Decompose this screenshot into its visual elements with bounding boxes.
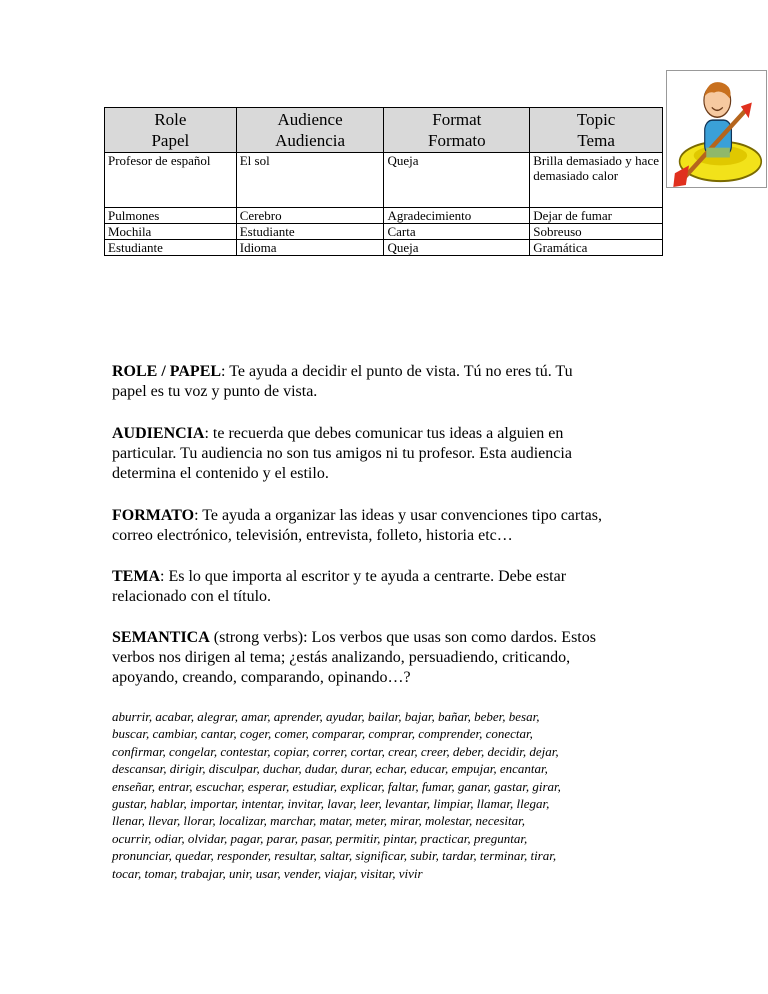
paragraph-tema	[112, 567, 566, 607]
cell: Gramática	[530, 240, 663, 256]
cell: Pulmones	[105, 208, 237, 224]
header-en: Format	[432, 110, 482, 129]
verb-line: pronunciar, quedar, responder, resultar, saltar, significar, subir, tardar, terminar, tirar,	[112, 848, 557, 864]
text: : Te ayuda a organizar las ideas y usar convenciones tipo cartas,	[194, 507, 602, 524]
cell: Carta	[384, 224, 530, 240]
table-row	[105, 208, 663, 224]
cell: Cerebro	[236, 208, 384, 224]
table-row	[105, 224, 663, 240]
table-row	[105, 240, 663, 256]
cell: Sobreuso	[530, 224, 663, 240]
term: SEMANTICA	[112, 629, 210, 646]
cell: Dejar de fumar	[530, 208, 663, 224]
text: correo electrónico, televisión, entrevista, folleto, historia etc…	[112, 527, 513, 544]
verb-line: buscar, cambiar, cantar, coger, comer, comparar, comprar, comprender, conectar,	[112, 726, 533, 742]
cell: Mochila	[105, 224, 237, 240]
text: papel es tu voz y punto de vista.	[112, 383, 318, 400]
header-topic	[530, 108, 663, 153]
boy-in-raft-clipart	[666, 70, 767, 188]
verb-line: gustar, hablar, importar, intentar, invitar, lavar, leer, levantar, limpiar, llamar, llegar,	[112, 796, 550, 812]
header-format	[384, 108, 530, 153]
cell: El sol	[236, 153, 384, 208]
text: : Es lo que importa al escritor y te ayuda a centrarte. Debe estar	[160, 568, 567, 585]
term: FORMATO	[112, 507, 195, 524]
verb-list	[112, 708, 561, 882]
verb-line: aburrir, acabar, alegrar, amar, aprender, ayudar, bailar, bajar, bañar, beber, besar,	[112, 709, 540, 724]
cell: Agradecimiento	[384, 208, 530, 224]
text: : Te ayuda a decidir el punto de vista. Tú no eres tú. Tu	[221, 363, 573, 380]
cell: Idioma	[236, 240, 384, 256]
header-en: Role	[154, 110, 187, 129]
cell: Estudiante	[236, 224, 384, 240]
cell: Queja	[384, 240, 530, 256]
text: : te recuerda que debes comunicar tus ideas a alguien en	[204, 425, 564, 442]
text: apoyando, creando, comparando, opinando…?	[112, 669, 411, 686]
header-es: Tema	[577, 131, 615, 150]
raft-table	[104, 107, 663, 256]
cell: Queja	[384, 153, 530, 208]
verb-line: descansar, dirigir, disculpar, duchar, dudar, durar, echar, educar, empujar, encantar,	[112, 761, 548, 777]
header-en: Topic	[576, 110, 616, 129]
cell: Profesor de español	[105, 153, 237, 208]
header-audience	[236, 108, 384, 153]
verb-line: ocurrir, odiar, olvidar, pagar, parar, pasar, permitir, pintar, practicar, preguntar,	[112, 830, 528, 846]
text: particular. Tu audiencia no son tus amigos ni tu profesor. Esta audiencia	[112, 445, 572, 462]
paragraph-role	[112, 362, 573, 402]
term: AUDIENCIA	[112, 425, 205, 442]
paragraph-formato	[112, 506, 602, 546]
term: ROLE / PAPEL	[112, 363, 222, 380]
header-es: Formato	[428, 131, 486, 150]
header-role	[105, 108, 237, 153]
paragraph-semantica	[112, 628, 596, 688]
text: (strong verbs): Los verbos que usas son como dardos. Estos	[209, 629, 596, 646]
verb-line: confirmar, congelar, contestar, copiar, correr, cortar, crear, creer, deber, decidir, dejar,	[112, 743, 559, 759]
text: relacionado con el título.	[112, 588, 272, 605]
text: verbos nos dirigen al tema; ¿estás analizando, persuadiendo, criticando,	[112, 649, 571, 666]
cell: Estudiante	[105, 240, 237, 256]
header-es: Audiencia	[275, 131, 346, 150]
cell: Brilla demasiado y hace demasiado calor	[530, 153, 663, 208]
header-en: Audience	[277, 110, 343, 129]
table-row	[105, 153, 663, 208]
term: TEMA	[112, 568, 160, 585]
verb-line: tocar, tomar, trabajar, unir, usar, vender, viajar, visitar, vivir	[112, 865, 423, 881]
verb-line: enseñar, entrar, escuchar, esperar, estudiar, explicar, faltar, fumar, ganar, gastar, girar,	[112, 778, 561, 794]
table-header-row	[105, 108, 663, 153]
text: determina el contenido y el estilo.	[112, 465, 329, 482]
paragraph-audiencia	[112, 424, 572, 484]
header-es: Papel	[151, 131, 190, 150]
verb-line: llenar, llevar, llorar, localizar, marchar, matar, meter, mirar, molestar, necesitar,	[112, 813, 526, 829]
